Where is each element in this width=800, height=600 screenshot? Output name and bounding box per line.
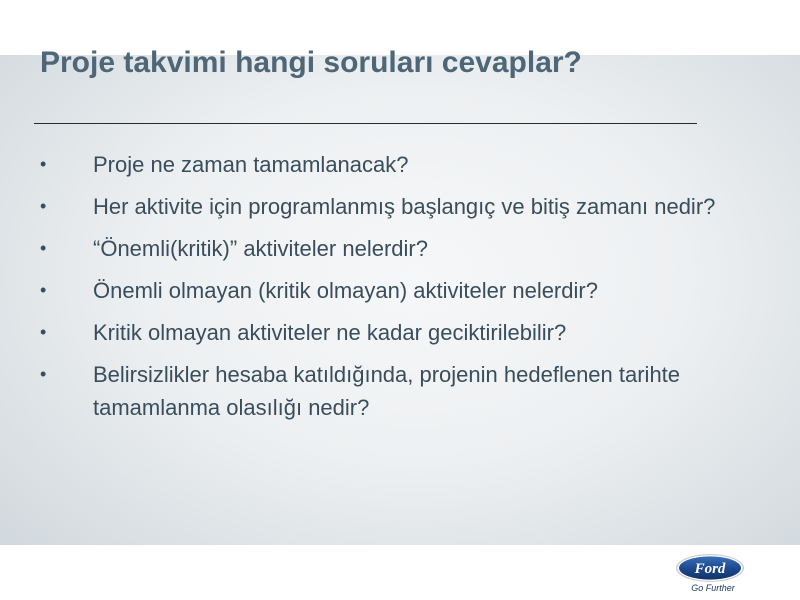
bullet-item [0,232,800,265]
bullet-marker: • [40,364,47,384]
bullet-marker: • [40,280,47,300]
bullet-item [0,358,800,424]
bullet-item [0,148,800,181]
slide-title: Proje takvimi hangi soruları cevaplar? [40,46,582,79]
bullet-item [0,316,800,349]
bullet-text: Belirsizlikler hesaba katıldığında, projenin hedeflenen tarihte tamamlanma olasılığı nedir? [93,362,681,420]
bullet-marker: • [40,196,47,216]
bullet-text: Önemli olmayan (kritik olmayan) aktiviteler nelerdir? [93,278,598,303]
bullet-list [0,148,800,433]
bullet-marker: • [40,154,47,174]
title-divider [34,123,697,124]
bullet-text: “Önemli(kritik)” aktiviteler nelerdir? [93,236,428,261]
bullet-item [0,190,800,223]
tagline: Go Further [691,583,735,593]
bullet-text: Kritik olmayan aktiviteler ne kadar geciktirilebilir? [93,320,567,345]
bullet-item [0,274,800,307]
bullet-marker: • [40,322,47,342]
ford-logo-text: Ford [694,561,726,577]
bullet-marker: • [40,238,47,258]
bullet-text: Her aktivite için programlanmış başlangıç ve bitiş zamanı nedir? [93,194,716,219]
ford-logo-icon [675,553,745,583]
bullet-text: Proje ne zaman tamamlanacak? [93,152,409,177]
